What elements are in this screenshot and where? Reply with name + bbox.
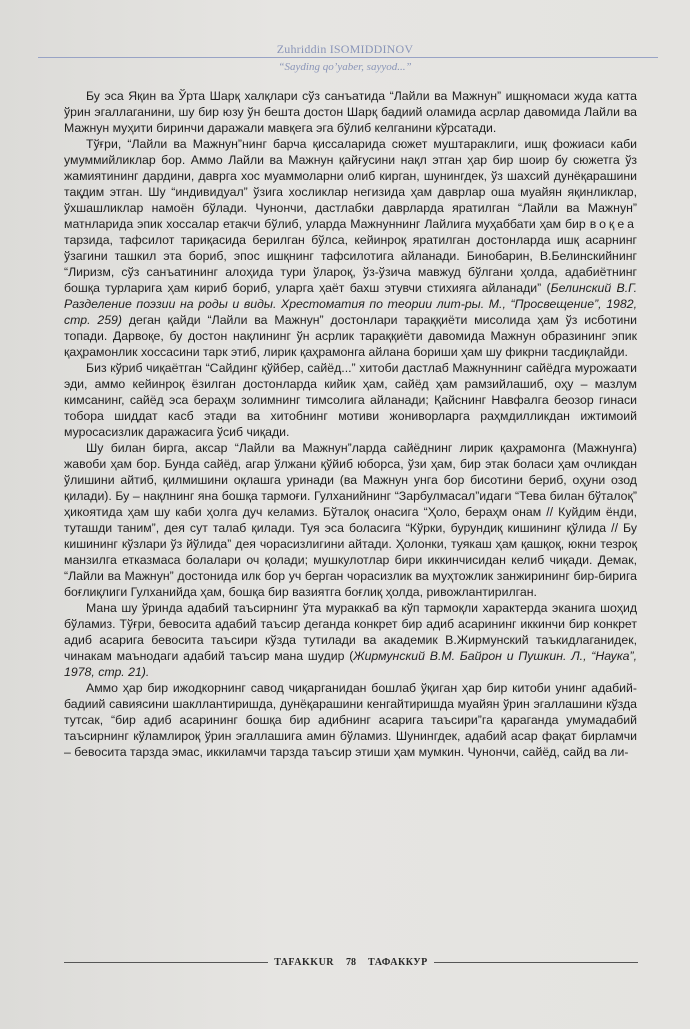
paragraph-6: Аммо ҳар бир ижодкорнинг савод чиқарганидан бошлаб ўқиган ҳар бир китоби унинг адабий-бадиий савиясини шакллантиришда, дунёқарашини кенгайтиришда муайян ўрин эгаллашини кўзда тутсак, “бир адиб асарининг бошқа бир адибнинг асарига таъсири”га қараганда умумадабий таъсирнинг кўламлироқ ўрин эгаллашига амин бўламиз. Шунингдек, адабий асар фақат бирламчи – бевосита тарзда эмас, иккиламчи тарзда таъсир этиши ҳам мумкин. Чунончи, сайёд, сайд ва ли- (64, 681, 637, 759)
paragraph-3: Биз кўриб чиқаётган “Сайдинг қўйбер, сайёд...” хитоби дастлаб Мажнуннинг сайёдга мурожаати эди, аммо кейинроқ ёзилган достонларда кийик ҳам, сайёд ҳам рамзийлашиб, оҳу – мазлум кимсанинг, сайёд эса бераҳм золимнинг тимсолига айланади; Қайснинг Навфалга беозор гинаси тобора шиддат касб этади ва хитобнинг мотиви жониворларга раҳмдилликдан ижтимоий муросасизлик даражасига ўсиб чиқади. (64, 361, 637, 439)
header-subtitle: “Sayding qo’yaber, sayyod...” (278, 61, 412, 73)
article-body (64, 88, 637, 760)
citation-belinsky: Белинский В.Г. Разделение поэзии на роды и виды. Хрестоматия по теории лит-ры. М., “Просвещение”, 1982, стр. 259) (64, 281, 637, 327)
running-footer (64, 955, 638, 969)
emphasized-word: воқеа (589, 217, 637, 231)
running-header (0, 42, 690, 74)
header-rule (38, 57, 658, 58)
footer-magazine-cyrillic: ТАФАККУР (368, 956, 428, 968)
paragraph-1: Бу эса Яқин ва Ўрта Шарқ халқлари сўз санъатида “Лайли ва Мажнун” ишқномаси жуда катта ўрин эгаллаганини, шу бир юзу ўн бешта достон Шарқ бадиий оламида асрлар давомида Лайли ва Мажнун муҳити биринчи даражали мавқега эга бўлиб келганини кўрсатади. (64, 89, 637, 135)
paragraph-4: Шу билан бирга, аксар “Лайли ва Мажнун”ларда сайёднинг лирик қаҳрамонга (Мажнунга) жавоби ҳам бор. Бунда сайёд, агар ўлжани қўйиб юборса, ўзи ҳам, бир этак боласи ҳам очликдан ўлишини айтиб, қилмишини оқлашга уринади (ва Мажнун унга бор бисотини бериб, оҳуни озод қилади). Бу – нақлнинг яна бошқа тармоғи. Гулханийнинг “Зарбулмасал”идаги “Тева билан бўталоқ” ҳикоятида ҳам шу каби ҳолга дуч келамиз. Бўталоқ онасига “Ҳоло, бераҳм онам // Куйдим ёнди, туташди таним”, дея сут талаб қилади. Туя эса боласига “Кўрки, бурундиқ кишининг қўлида // Бу кишининг кўзлари ўз йўлида” дея чорасизлигини айтади. Ҳолонки, туякаш ҳам қашқоқ, юкни тезроқ манзилга етказмаса болалари оч қолади; мушкулотлар бири иккинчисидан келиб чиқади. Демак, “Лайли ва Мажнун” достонида илк бор уч берган чорасизлик ва муҳтожлик занжирининг бир-бирига боғлиқлиги Гулханийда ҳам, бошқа бир вазиятга боғлиқ ҳолда, ривожлантирилган. (64, 441, 637, 599)
footer-rule-left (64, 962, 268, 963)
page-number: 78 (346, 956, 357, 968)
footer-rule-right (434, 962, 638, 963)
paragraph-2: Тўғри, “Лайли ва Мажнун”нинг барча қиссаларида сюжет муштараклиги, ишқ фожиаси каби умуммийликлар бор. Аммо Лайли ва Мажнун қайғусини нақл этган ҳар бир шоир бу сюжетга ўз жамиятининг дардини, даврга хос муаммоларни олиб кирган, шунингдек, ўз шахсий дунёқарашини тақдим этган. Шу “индивидуал” ўзига хосликлар негизида ҳам даврлар оша муайян яқинликлар, ўхшашликлар намоён бўлади. Чунончи, дастлабки даврларда яратилган “Лайли ва Мажнун” матнларида эпик хоссалар етакчи бўлиб, уларда Мажнуннинг Лайлига муҳаббати ҳам бир воқеа тарзида, тафсилот тариқасида берилган бўлса, кейинроқ яратилган достонларда ишқ асарнинг ўзагини ташкил эта бориб, эпос ишқнинг тафсилотига айланади. Бинобарин, В.Белинскийнинг “Лиризм, сўз санъатининг алоҳида тури ўлароқ, ўз-ўзича мавжуд бўлгани ҳолда, адабиётнинг бошқа турларига ҳам кириб бориб, уларга ҳаёт бахш этувчи стихияга айланади” (Белинский В.Г. Разделение поэзии на роды и виды. Хрестоматия по теории лит-ры. М., “Просвещение”, 1982, стр. 259) деган қайди “Лайли ва Мажнун” достонлари тараққиёти мисолида ҳам ўз исботини топади. Дарвоқе, бу достон нақлининг ўн асрлик тараққиёти давомида Мажнун образининг эпик қаҳрамонлик хоссасини тарк этиб, лирик қаҳрамонга айлана бориши ҳам шу фикрни тасдиқлайди. (64, 137, 637, 359)
header-author: Zuhriddin ISOMIDDINOV (276, 42, 414, 56)
citation-zhirmunsky: Жирмунский В.М. Байрон и Пушкин. Л., “Наука”, 1978, стр. 21). (64, 649, 637, 679)
footer-magazine-latin: TAFAKKUR (274, 956, 335, 968)
paragraph-5: Мана шу ўринда адабий таъсирнинг ўта мураккаб ва кўп тармоқли характерда эканига шоҳид бўламиз. Тўғри, бевосита адабий таъсир деганда конкрет бир адиб асарининг иккинчи бир конкрет адиб асарига бевосита таъсири кўзда тутилади ва академик В.Жирмунский таъкидлаганидек, чинакам маънодаги адабий таъсир мана шудир (Жирмунский В.М. Байрон и Пушкин. Л., “Наука”, 1978, стр. 21). (64, 601, 637, 679)
